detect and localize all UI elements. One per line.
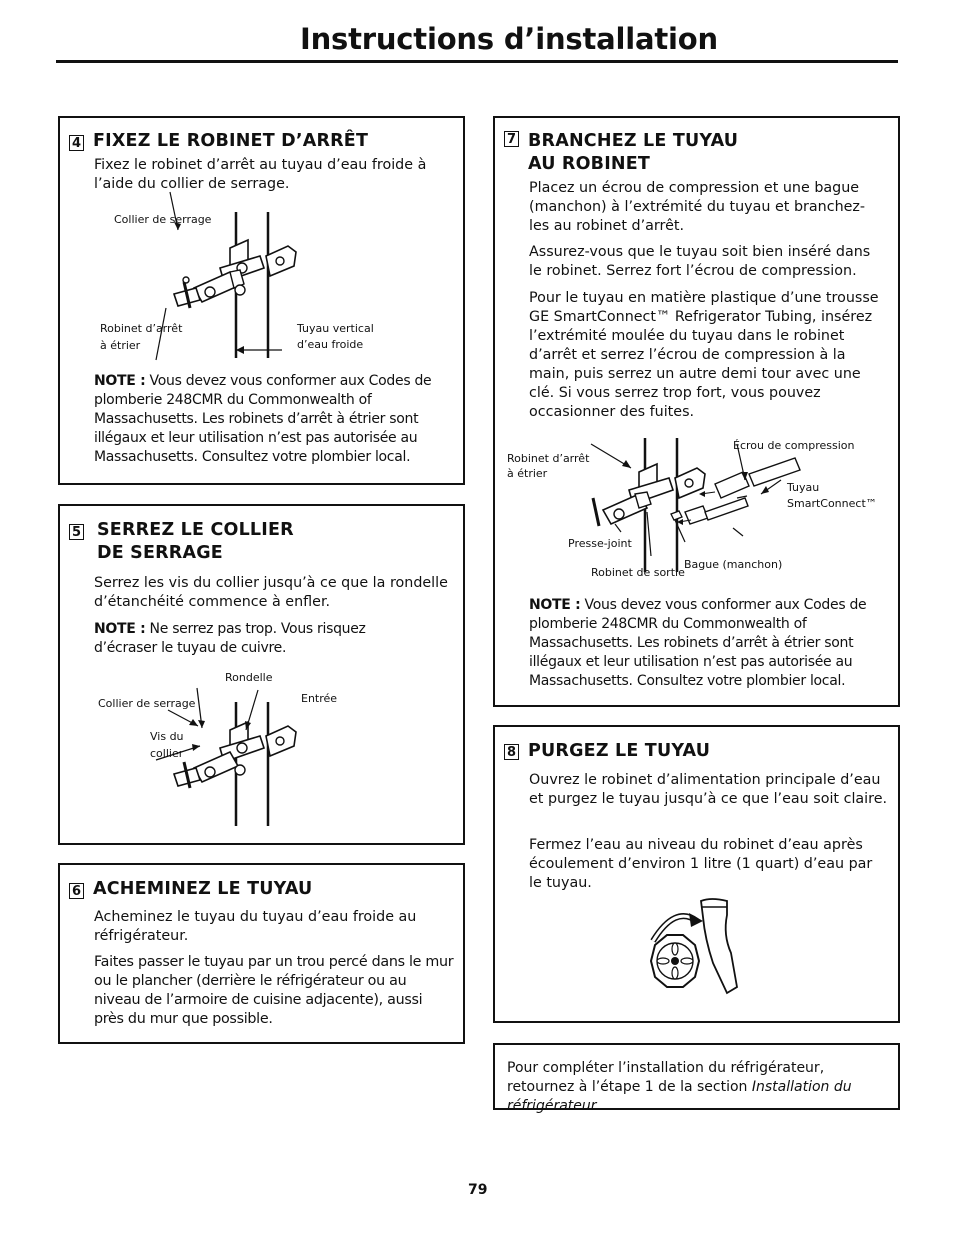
step-text-2: Fermez l’eau au niveau du robinet d’eau après écoulement d’environ 1 litre (1 quart) d’eau par le tuyau. [529,837,873,891]
page-number: 79 [468,1182,488,1198]
step-note [94,620,424,658]
faucet-valve-illustration [631,895,741,1005]
step-6-box [58,863,465,1044]
label-screw-line2: collier [150,747,184,760]
label-packing-nut: Presse-joint [568,537,632,550]
final-note-box [493,1043,900,1114]
label-tubing-line2: SmartConnect™ [787,497,877,510]
label-tubing-line1: Tuyau [787,481,820,494]
collar-tighten-illustration [170,700,310,830]
step-heading-line2: DE SERRAGE [97,543,223,563]
note-label: NOTE : [94,621,146,637]
step-text-2: Assurez-vous que le tuyau soit bien inséré dans le robinet. Serrez fort l’écrou de compression. [529,244,871,279]
step-text-1: Placez un écrou de compression et une bague (manchon) à l’extrémité du tuyau et branchez-les au robinet d’arrêt. [529,180,866,234]
final-end: . [596,1098,601,1114]
label-collar: Collier de serrage [114,213,212,226]
label-pipe-line1: Tuyau vertical [297,322,374,335]
step-heading-line1: SERREZ LE COLLIER [97,520,294,540]
step-heading-line2: AU ROBINET [528,154,651,174]
label-pipe-line2: d’eau froide [297,338,364,351]
label-screw-line1: Vis du [150,730,184,743]
final-note-text [507,1059,891,1116]
label-inlet: Entrée [301,692,338,705]
final-text: Pour compléter l’installation du réfrigérateur, retournez à l’étape 1 de la section [507,1060,825,1095]
label-valve-line1: Robinet d’arrêt [100,322,183,335]
step-heading: PURGEZ LE TUYAU [528,741,711,761]
label-washer: Rondelle [225,671,273,684]
step-text-1: Acheminez le tuyau du tuyau d’eau froide au réfrigérateur. [94,909,417,944]
step-4-box [58,116,465,485]
step-number: 8 [504,744,519,760]
step-number: 7 [504,131,519,147]
step-number: 6 [69,883,84,899]
step-note [94,372,448,467]
note-label: NOTE : [529,597,581,613]
step-text-3: Pour le tuyau en matière plastique d’une trousse GE SmartConnect™ Refrigerator Tubing, insérez l’extrémité moulée du tuyau dans le robinet d’arrêt et serrez l’écrou de compression à la main, puis serrez un autre demi tour avec une clé. Si vous serrez trop fort, vous pouvez occasionner des fuites. [529,290,879,420]
label-valve-line2: à étrier [507,467,548,480]
note-text: Ne serrez pas trop. Vous risquez d’écraser le tuyau de cuivre. [94,621,366,656]
page-title: Instructions d’installation [300,22,718,56]
step-7-box [493,116,900,707]
step-text: Fixez le robinet d’arrêt au tuyau d’eau froide à l’aide du collier de serrage. [94,157,427,192]
note-text: Vous devez vous conformer aux Codes de plomberie 248CMR du Commonwealth of Massachusetts. Les robinets d’arrêt à étrier sont illégaux et leur utilisation n’est pas autorisée au Massachusetts. Consultez votre plombier local. [529,597,867,689]
step-number: 5 [69,524,84,540]
step-note [529,596,889,691]
label-valve-line2: à étrier [100,339,141,352]
note-text: Vous devez vous conformer aux Codes de plomberie 248CMR du Commonwealth of Massachusetts. Les robinets d’arrêt à étrier sont illégaux et leur utilisation n’est pas autorisée au Massachusetts. Consultez votre plombier local. [94,373,432,465]
label-ferrule: Bague (manchon) [684,558,783,571]
step-heading: FIXEZ LE ROBINET D’ARRÊT [93,131,369,151]
step-5-box [58,504,465,845]
saddle-valve-illustration [170,210,310,360]
step-8-box [493,725,900,1023]
final-section-link: Installation du réfrigérateur [507,1079,852,1114]
label-collar: Collier de serrage [98,697,196,710]
label-valve-line1: Robinet d’arrêt [507,452,590,465]
step-text-1: Ouvrez le robinet d’alimentation principale d’eau et purgez le tuyau jusqu’à ce que l’eau soit claire. [529,772,888,807]
step-heading: ACHEMINEZ LE TUYAU [93,879,313,899]
label-outlet-valve: Robinet de sortie [591,566,685,579]
step-heading-line1: BRANCHEZ LE TUYAU [528,131,739,151]
note-label: NOTE : [94,373,146,389]
label-comp-nut: Écrou de compression [733,439,855,452]
title-rule [56,60,898,63]
step-number: 4 [69,135,84,151]
step-text-2: Faites passer le tuyau par un trou percé dans le mur ou le plancher (derrière le réfrigérateur ou au niveau de l’armoire de cuisine adjacente), aussi près du mur que possible. [94,954,454,1027]
step-text: Serrez les vis du collier jusqu’à ce que la rondelle d’étanchéité commence à enfler. [94,575,448,610]
